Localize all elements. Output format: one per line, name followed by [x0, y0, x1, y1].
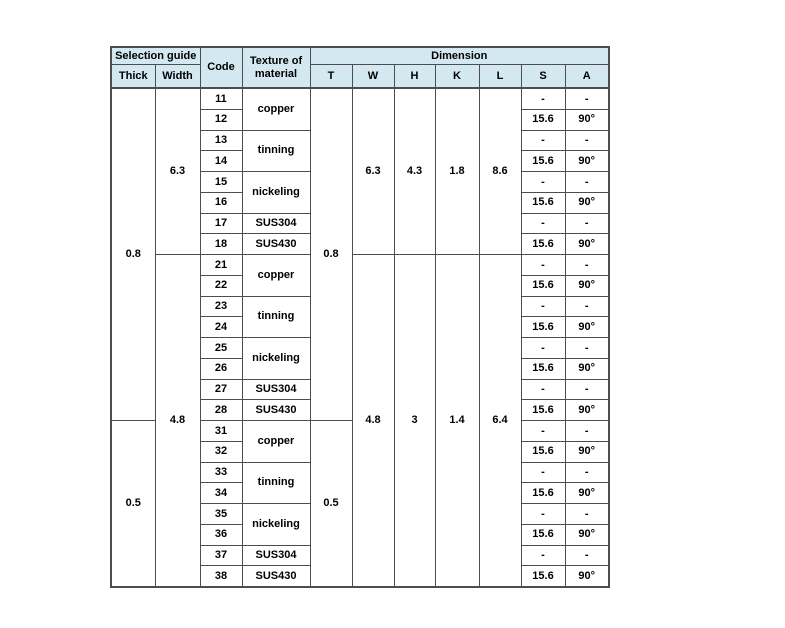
- dim-s-cell: -: [521, 462, 565, 483]
- texture-cell: copper: [242, 421, 310, 463]
- dim-s-cell: 15.6: [521, 566, 565, 587]
- code-cell: 32: [200, 441, 242, 462]
- dim-s-cell: -: [521, 130, 565, 151]
- code-cell: 22: [200, 275, 242, 296]
- dim-a-cell: -: [565, 545, 609, 566]
- code-cell: 27: [200, 379, 242, 400]
- header-dimension: Dimension: [310, 47, 609, 65]
- texture-cell: SUS304: [242, 213, 310, 234]
- header-dim-h: H: [394, 65, 435, 89]
- width-cell: 4.8: [155, 255, 200, 588]
- code-cell: 37: [200, 545, 242, 566]
- code-cell: 36: [200, 524, 242, 545]
- code-cell: 21: [200, 255, 242, 276]
- dim-t-cell: 0.5: [310, 421, 352, 588]
- dim-a-cell: 90°: [565, 524, 609, 545]
- header-thick: Thick: [111, 65, 155, 89]
- width-cell: 6.3: [155, 88, 200, 255]
- dim-s-cell: -: [521, 338, 565, 359]
- dim-l-cell: 8.6: [479, 88, 521, 255]
- dim-a-cell: 90°: [565, 483, 609, 504]
- texture-cell: tinning: [242, 296, 310, 338]
- table-row: [111, 255, 609, 276]
- header-dim-l: L: [479, 65, 521, 89]
- code-cell: 31: [200, 421, 242, 442]
- dim-h-cell: 4.3: [394, 88, 435, 255]
- dim-a-cell: 90°: [565, 358, 609, 379]
- header-texture-line2: material: [254, 67, 298, 80]
- dim-s-cell: 15.6: [521, 400, 565, 421]
- code-cell: 18: [200, 234, 242, 255]
- dim-a-cell: -: [565, 172, 609, 193]
- code-cell: 12: [200, 109, 242, 130]
- dim-l-cell: 6.4: [479, 255, 521, 588]
- dim-s-cell: 15.6: [521, 234, 565, 255]
- dim-s-cell: 15.6: [521, 192, 565, 213]
- thick-cell: 0.8: [111, 88, 155, 421]
- dim-s-cell: 15.6: [521, 524, 565, 545]
- texture-cell: nickeling: [242, 338, 310, 380]
- texture-cell: SUS304: [242, 545, 310, 566]
- header-dim-k: K: [435, 65, 479, 89]
- thick-cell: 0.5: [111, 421, 155, 588]
- texture-cell: SUS430: [242, 566, 310, 587]
- dim-s-cell: 15.6: [521, 358, 565, 379]
- dim-a-cell: 90°: [565, 234, 609, 255]
- header-texture-line1: Texture of: [249, 54, 303, 67]
- header-dim-a: A: [565, 65, 609, 89]
- header-width: Width: [155, 65, 200, 89]
- texture-cell: SUS430: [242, 234, 310, 255]
- dim-a-cell: 90°: [565, 151, 609, 172]
- header-code: Code: [200, 47, 242, 88]
- table-row: [111, 88, 609, 109]
- dim-s-cell: 15.6: [521, 275, 565, 296]
- dim-s-cell: -: [521, 545, 565, 566]
- dim-s-cell: -: [521, 172, 565, 193]
- dim-a-cell: -: [565, 379, 609, 400]
- code-cell: 15: [200, 172, 242, 193]
- dim-s-cell: 15.6: [521, 151, 565, 172]
- dim-s-cell: 15.6: [521, 483, 565, 504]
- dim-h-cell: 3: [394, 255, 435, 588]
- dim-s-cell: -: [521, 88, 565, 109]
- dim-s-cell: -: [521, 379, 565, 400]
- code-cell: 35: [200, 504, 242, 525]
- dim-s-cell: 15.6: [521, 109, 565, 130]
- code-cell: 14: [200, 151, 242, 172]
- dim-a-cell: -: [565, 130, 609, 151]
- dim-a-cell: -: [565, 296, 609, 317]
- dim-a-cell: -: [565, 504, 609, 525]
- code-cell: 28: [200, 400, 242, 421]
- code-cell: 13: [200, 130, 242, 151]
- dim-a-cell: 90°: [565, 109, 609, 130]
- texture-cell: copper: [242, 255, 310, 297]
- dim-k-cell: 1.8: [435, 88, 479, 255]
- dim-s-cell: 15.6: [521, 317, 565, 338]
- texture-cell: SUS304: [242, 379, 310, 400]
- dim-s-cell: -: [521, 421, 565, 442]
- dim-a-cell: 90°: [565, 566, 609, 587]
- code-cell: 24: [200, 317, 242, 338]
- code-cell: 16: [200, 192, 242, 213]
- code-cell: 11: [200, 88, 242, 109]
- dim-w-cell: 6.3: [352, 88, 394, 255]
- code-cell: 38: [200, 566, 242, 587]
- code-cell: 26: [200, 358, 242, 379]
- texture-cell: nickeling: [242, 504, 310, 546]
- texture-cell: copper: [242, 88, 310, 130]
- code-cell: 33: [200, 462, 242, 483]
- dim-t-cell: 0.8: [310, 88, 352, 421]
- dim-a-cell: -: [565, 421, 609, 442]
- dim-s-cell: -: [521, 504, 565, 525]
- texture-cell: nickeling: [242, 172, 310, 214]
- header-dim-w: W: [352, 65, 394, 89]
- dim-s-cell: -: [521, 296, 565, 317]
- dim-a-cell: -: [565, 338, 609, 359]
- header-dim-s: S: [521, 65, 565, 89]
- dim-a-cell: -: [565, 462, 609, 483]
- dim-w-cell: 4.8: [352, 255, 394, 588]
- dim-a-cell: 90°: [565, 275, 609, 296]
- code-cell: 25: [200, 338, 242, 359]
- header-selection-guide: Selection guide: [111, 47, 200, 65]
- dim-a-cell: 90°: [565, 317, 609, 338]
- texture-cell: tinning: [242, 462, 310, 504]
- header-dim-t: T: [310, 65, 352, 89]
- dim-k-cell: 1.4: [435, 255, 479, 588]
- dim-s-cell: -: [521, 255, 565, 276]
- code-cell: 34: [200, 483, 242, 504]
- dim-a-cell: 90°: [565, 192, 609, 213]
- dim-a-cell: -: [565, 255, 609, 276]
- spec-table: [110, 46, 610, 588]
- dim-a-cell: 90°: [565, 441, 609, 462]
- code-cell: 23: [200, 296, 242, 317]
- dim-a-cell: -: [565, 213, 609, 234]
- header-texture: [242, 47, 310, 88]
- dim-s-cell: 15.6: [521, 441, 565, 462]
- dim-a-cell: 90°: [565, 400, 609, 421]
- dim-s-cell: -: [521, 213, 565, 234]
- code-cell: 17: [200, 213, 242, 234]
- texture-cell: tinning: [242, 130, 310, 172]
- dim-a-cell: -: [565, 88, 609, 109]
- texture-cell: SUS430: [242, 400, 310, 421]
